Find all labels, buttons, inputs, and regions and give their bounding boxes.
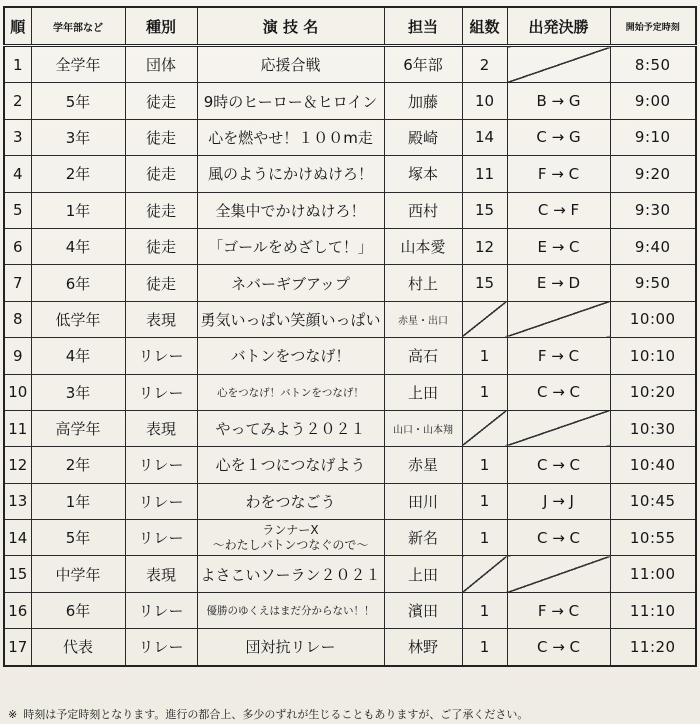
cell-grade: 5年 [31,520,125,556]
cell-charge: 山本愛 [384,228,462,264]
header-lanes: 出発決勝 [507,7,610,46]
cell-order: 7 [4,265,31,301]
cell-lanes: C → G [507,119,610,155]
cell-time: 9:50 [610,265,696,301]
cell-grade: 6年 [31,265,125,301]
cell-title: 心を１つにつなげよう [197,447,384,483]
cell-time: 9:30 [610,192,696,228]
cell-groups: 1 [462,520,507,556]
cell-type: リレー [125,338,197,374]
cell-type: 徒走 [125,228,197,264]
header-title: 演 技 名 [197,7,384,46]
cell-lanes [507,46,610,83]
cell-groups: 1 [462,374,507,410]
cell-lanes: B → G [507,83,610,119]
cell-charge: 高石 [384,338,462,374]
cell-lanes [507,556,610,592]
cell-type: リレー [125,447,197,483]
footnote-text: 時刻は予定時刻となります。進行の都合上、多少のずれが生じることもありますが、ご了承ください。 [23,708,529,721]
cell-time: 10:45 [610,483,696,519]
header-row [4,7,696,46]
cell-order: 8 [4,301,31,337]
table-row [4,192,696,228]
table-row [4,301,696,337]
cell-lanes [507,301,610,337]
cell-time: 9:10 [610,119,696,155]
cell-charge: 村上 [384,265,462,301]
cell-time: 10:00 [610,301,696,337]
header-type: 種別 [125,7,197,46]
cell-grade: 2年 [31,447,125,483]
cell-time: 9:40 [610,228,696,264]
cell-title: やってみよう２０２１ [197,410,384,446]
cell-groups: 15 [462,265,507,301]
cell-charge: 田川 [384,483,462,519]
cell-lanes: C → C [507,447,610,483]
cell-title: 心をつなげ！バトンをつなげ！ [197,374,384,410]
cell-title-line1: ランナーX [262,522,319,537]
cell-order: 4 [4,156,31,192]
cell-type: 徒走 [125,156,197,192]
cell-charge: 赤星 [384,447,462,483]
cell-time: 9:00 [610,83,696,119]
cell-grade: 4年 [31,228,125,264]
cell-charge: 加藤 [384,83,462,119]
cell-order: 2 [4,83,31,119]
table-row [4,119,696,155]
cell-groups: 1 [462,447,507,483]
cell-charge: 濱田 [384,592,462,628]
cell-lanes: C → C [507,374,610,410]
cell-grade: 全学年 [31,46,125,83]
cell-type: 表現 [125,556,197,592]
cell-grade: 中学年 [31,556,125,592]
cell-title: 勇気いっぱい笑顔いっぱい [197,301,384,337]
cell-title: バトンをつなげ！ [197,338,384,374]
cell-time: 10:40 [610,447,696,483]
cell-charge: 殿崎 [384,119,462,155]
cell-title: 団対抗リレー [197,629,384,666]
cell-type: リレー [125,592,197,628]
cell-charge: 6年部 [384,46,462,83]
cell-lanes: C → F [507,192,610,228]
cell-title: ネバーギブアップ [197,265,384,301]
cell-time: 11:20 [610,629,696,666]
table-row [4,374,696,410]
cell-time: 10:20 [610,374,696,410]
cell-title: よさこいソーラン２０２１ [197,556,384,592]
cell-groups: 1 [462,629,507,666]
cell-charge: 塚本 [384,156,462,192]
cell-grade: 1年 [31,483,125,519]
cell-charge: 西村 [384,192,462,228]
cell-type: リレー [125,520,197,556]
header-time: 開始予定時刻 [610,7,696,46]
cell-type: 徒走 [125,192,197,228]
cell-order: 11 [4,410,31,446]
table-row [4,338,696,374]
cell-groups [462,410,507,446]
cell-charge: 赤星・出口 [384,301,462,337]
cell-title: わをつなごう [197,483,384,519]
cell-groups [462,301,507,337]
cell-charge: 山口・山本翔 [384,410,462,446]
cell-groups: 10 [462,83,507,119]
cell-groups: 1 [462,338,507,374]
header-order: 順 [4,7,31,46]
cell-charge: 新名 [384,520,462,556]
cell-time: 10:55 [610,520,696,556]
cell-type: リレー [125,483,197,519]
cell-time: 10:10 [610,338,696,374]
cell-groups: 1 [462,592,507,628]
cell-charge: 上田 [384,556,462,592]
cell-title: 9時のヒーロー＆ヒロイン [197,83,384,119]
cell-charge: 上田 [384,374,462,410]
cell-time: 8:50 [610,46,696,83]
cell-lanes: F → C [507,338,610,374]
cell-order: 13 [4,483,31,519]
cell-order: 6 [4,228,31,264]
cell-order: 10 [4,374,31,410]
cell-title: 応援合戦 [197,46,384,83]
cell-lanes: E → C [507,228,610,264]
table-row [4,592,696,628]
cell-title [197,520,384,556]
cell-grade: 3年 [31,374,125,410]
cell-grade: 3年 [31,119,125,155]
cell-type: 表現 [125,301,197,337]
cell-title: 心を燃やせ！１００m走 [197,119,384,155]
cell-order: 3 [4,119,31,155]
cell-title: 「ゴールをめざして！」 [197,228,384,264]
cell-order: 12 [4,447,31,483]
cell-title: 風のようにかけぬけろ！ [197,156,384,192]
cell-order: 15 [4,556,31,592]
cell-time: 9:20 [610,156,696,192]
cell-order: 5 [4,192,31,228]
cell-type: 表現 [125,410,197,446]
cell-time: 11:00 [610,556,696,592]
table-row [4,483,696,519]
cell-groups: 12 [462,228,507,264]
cell-lanes: J → J [507,483,610,519]
cell-grade: 4年 [31,338,125,374]
cell-charge: 林野 [384,629,462,666]
cell-order: 14 [4,520,31,556]
table-row [4,410,696,446]
cell-grade: 代表 [31,629,125,666]
cell-lanes: C → C [507,520,610,556]
header-groups: 組数 [462,7,507,46]
cell-lanes: F → C [507,592,610,628]
header-charge: 担当 [384,7,462,46]
table-row [4,629,696,666]
table-row [4,83,696,119]
cell-grade: 6年 [31,592,125,628]
cell-type: 徒走 [125,83,197,119]
header-grade: 学年部など [31,7,125,46]
cell-type: 徒走 [125,119,197,155]
program-table [3,6,697,667]
cell-title: 優勝のゆくえはまだ分からない！！ [197,592,384,628]
cell-grade: 2年 [31,156,125,192]
cell-type: リレー [125,374,197,410]
table-row [4,46,696,83]
cell-time: 11:10 [610,592,696,628]
cell-grade: 5年 [31,83,125,119]
table-row [4,156,696,192]
cell-order: 9 [4,338,31,374]
cell-groups: 11 [462,156,507,192]
cell-order: 17 [4,629,31,666]
cell-lanes: E → D [507,265,610,301]
cell-groups: 14 [462,119,507,155]
cell-time: 10:30 [610,410,696,446]
table-row [4,265,696,301]
cell-grade: 1年 [31,192,125,228]
table-row [4,447,696,483]
cell-lanes: F → C [507,156,610,192]
cell-order: 16 [4,592,31,628]
footnote-mark: ※ [8,708,18,721]
cell-lanes: C → C [507,629,610,666]
cell-lanes [507,410,610,446]
cell-grade: 高学年 [31,410,125,446]
cell-order: 1 [4,46,31,83]
cell-title-line2: ～わたしバトンつなぐので～ [212,537,369,552]
table-row [4,556,696,592]
cell-grade: 低学年 [31,301,125,337]
table-row [4,228,696,264]
cell-groups [462,556,507,592]
footnote [8,706,698,722]
cell-groups: 15 [462,192,507,228]
cell-groups: 2 [462,46,507,83]
cell-title: 全集中でかけぬけろ！ [197,192,384,228]
cell-type: 団体 [125,46,197,83]
cell-groups: 1 [462,483,507,519]
cell-type: リレー [125,629,197,666]
table-row [4,520,696,556]
cell-type: 徒走 [125,265,197,301]
